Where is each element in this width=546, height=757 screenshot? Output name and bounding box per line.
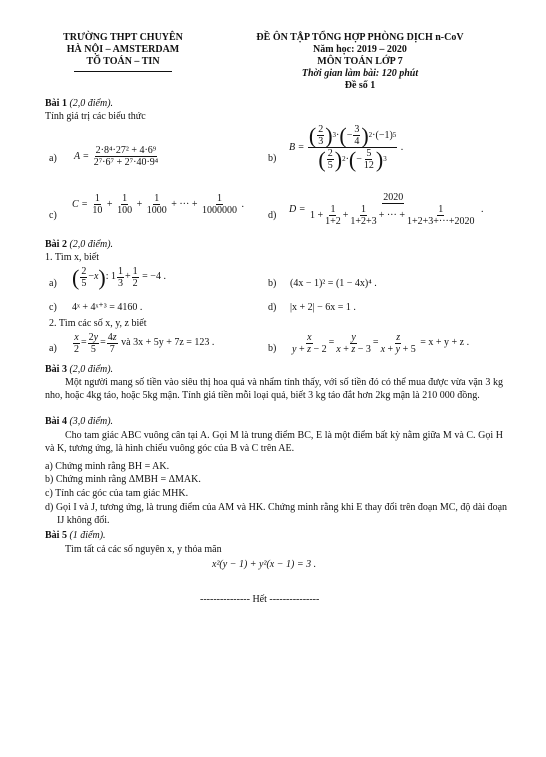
bai1-d-label: d): [268, 210, 277, 221]
exam-title: ĐỀ ÔN TẬP TỔNG HỢP PHÒNG DỊCH n-CoV: [256, 32, 464, 43]
bai2-c-label: c): [49, 302, 57, 313]
bai2-d-equation: |x + 2| − 6x = 1 .: [290, 302, 356, 313]
bai1-intro: Tính giá trị các biểu thức: [45, 111, 146, 122]
bai4-a: a) Chứng minh rằng BH = AK.: [45, 461, 170, 472]
bai2-part2: 2. Tìm các số x, y, z biết: [49, 318, 147, 329]
bai1-d-expression: D = 2020 1 + $\frac{1}{1+2}$ + $\frac{1}{1+2+3}$ + ··· + $\frac{1}{1+2+3+\cdot\cdot\cdot+2020}$ .: [289, 192, 484, 227]
bai4-text: Cho tam giác ABC vuông cân tại A. Gọi M là trung điểm BC, E là một điểm bất kỳ nằm giữa M và C. Gọi H và K, tương ứng, là hình chiếu vuông góc của B và C trên AE.: [45, 430, 503, 454]
bai1-b-expression: B = ( $\frac{2}{3}$ ) 3 · ( − $\frac{3}{4}$ ) 2 ·(−1) 5 ( $\frac{2}{5}$ ) 2 · ( − $\frac{5}{12}$ ) 3 .: [289, 122, 404, 172]
bai2-2b-equation: $\frac{x}{y + z - 2}$ = $\frac{y}{x + z - 3}$ = $\frac{z}{x + y + 5}$ = x + y + z .: [292, 332, 470, 355]
department-name: TỔ TOÁN – TIN: [86, 56, 160, 67]
bai1-b-label: b): [268, 153, 277, 164]
header-underline: [74, 71, 172, 72]
bai2-part1: 1. Tìm x, biết: [45, 252, 99, 263]
bai2-c-equation: 4ˣ + 4ˣ⁺³ = 4160 .: [72, 302, 143, 313]
school-name-line1: TRƯỜNG THPT CHUYÊN: [63, 32, 183, 43]
subject-title: MÔN TOÁN LỚP 7: [317, 56, 403, 67]
bai2-2b-label: b): [268, 343, 277, 354]
bai2-b-equation: (4x − 1)² = (1 − 4x)⁴ .: [290, 278, 377, 289]
school-year: Năm học: 2019 – 2020: [313, 44, 407, 55]
bai2-2a-label: a): [49, 343, 57, 354]
bai5-equation: x²(y − 1) + y²(x − 1) = 3 .: [212, 559, 317, 570]
bai2-b-label: b): [268, 278, 277, 289]
bai3-heading: Bài 3 (2,0 điểm).: [45, 364, 114, 375]
bai5-heading: Bài 5 (1 điểm).: [45, 530, 106, 541]
bai4-b: b) Chứng minh rằng ΔMBH = ΔMAK.: [45, 474, 201, 485]
bai1-a-expression: A = $\frac{\text{2·8⁴·27² + 4·6⁹}}{\text{2⁷·6⁷ + 2⁷·40·9⁴}}$: [74, 145, 159, 168]
bai1-c-expression: C = $\frac{1}{10}$ + $\frac{1}{100}$ + $\frac{1}{1000}$ + ··· + $\frac{1}{1000000}$ .: [72, 193, 244, 216]
bai1-heading: Bài 1 (2,0 điểm).: [45, 98, 114, 109]
exam-number: Đề số 1: [344, 80, 376, 91]
bai2-a-label: a): [49, 278, 57, 289]
bai2-2a-equation: $\frac{x}{2}$ = $\frac{2y}{5}$ = $\frac{4z}{7}$ và 3x + 5y + 7z = 123 .: [74, 332, 215, 355]
bai4-c: c) Tính các góc của tam giác MHK.: [45, 488, 189, 499]
bai4-d: d) Gọi I và J, tương ứng, là trung điểm của AM và HK. Chứng minh rằng khi E thay đổi trên đoạn MC, độ dài đoạn IJ không đổi.: [45, 502, 508, 526]
bai4-heading: Bài 4 (3,0 điểm).: [45, 416, 114, 427]
bai2-d-label: d): [268, 302, 277, 313]
bai2-a-equation: ( $\frac{2}{5}$ − x ) : 1 $\frac{1}{3}$ + $\frac{1}{2}$ = −4 .: [72, 264, 166, 290]
exam-time: Thời gian làm bài: 120 phút: [301, 68, 419, 79]
bai1-c-label: c): [49, 210, 57, 221]
end-marker: --------------- Hết ---------------: [200, 594, 320, 605]
school-name-line2: HÀ NỘI – AMSTERDAM: [66, 44, 180, 55]
bai5-text: Tìm tất cả các số nguyên x, y thỏa mãn: [65, 544, 222, 555]
bai2-heading: Bài 2 (2,0 điểm).: [45, 239, 114, 250]
bai1-a-label: a): [49, 153, 57, 164]
bai3-text: Một người mang số tiền vào siêu thị hoa quả và nhẩm tính thấy, với số tiền đó có thể mua được vừa vặn 3 kg nho, hoặc 4kg táo, hoặc 5kg mận. Tính giá tiền mỗi loại quả, biết 3 kg táo đắt hơn 2kg mận là 210 000 đồng.: [45, 377, 503, 401]
